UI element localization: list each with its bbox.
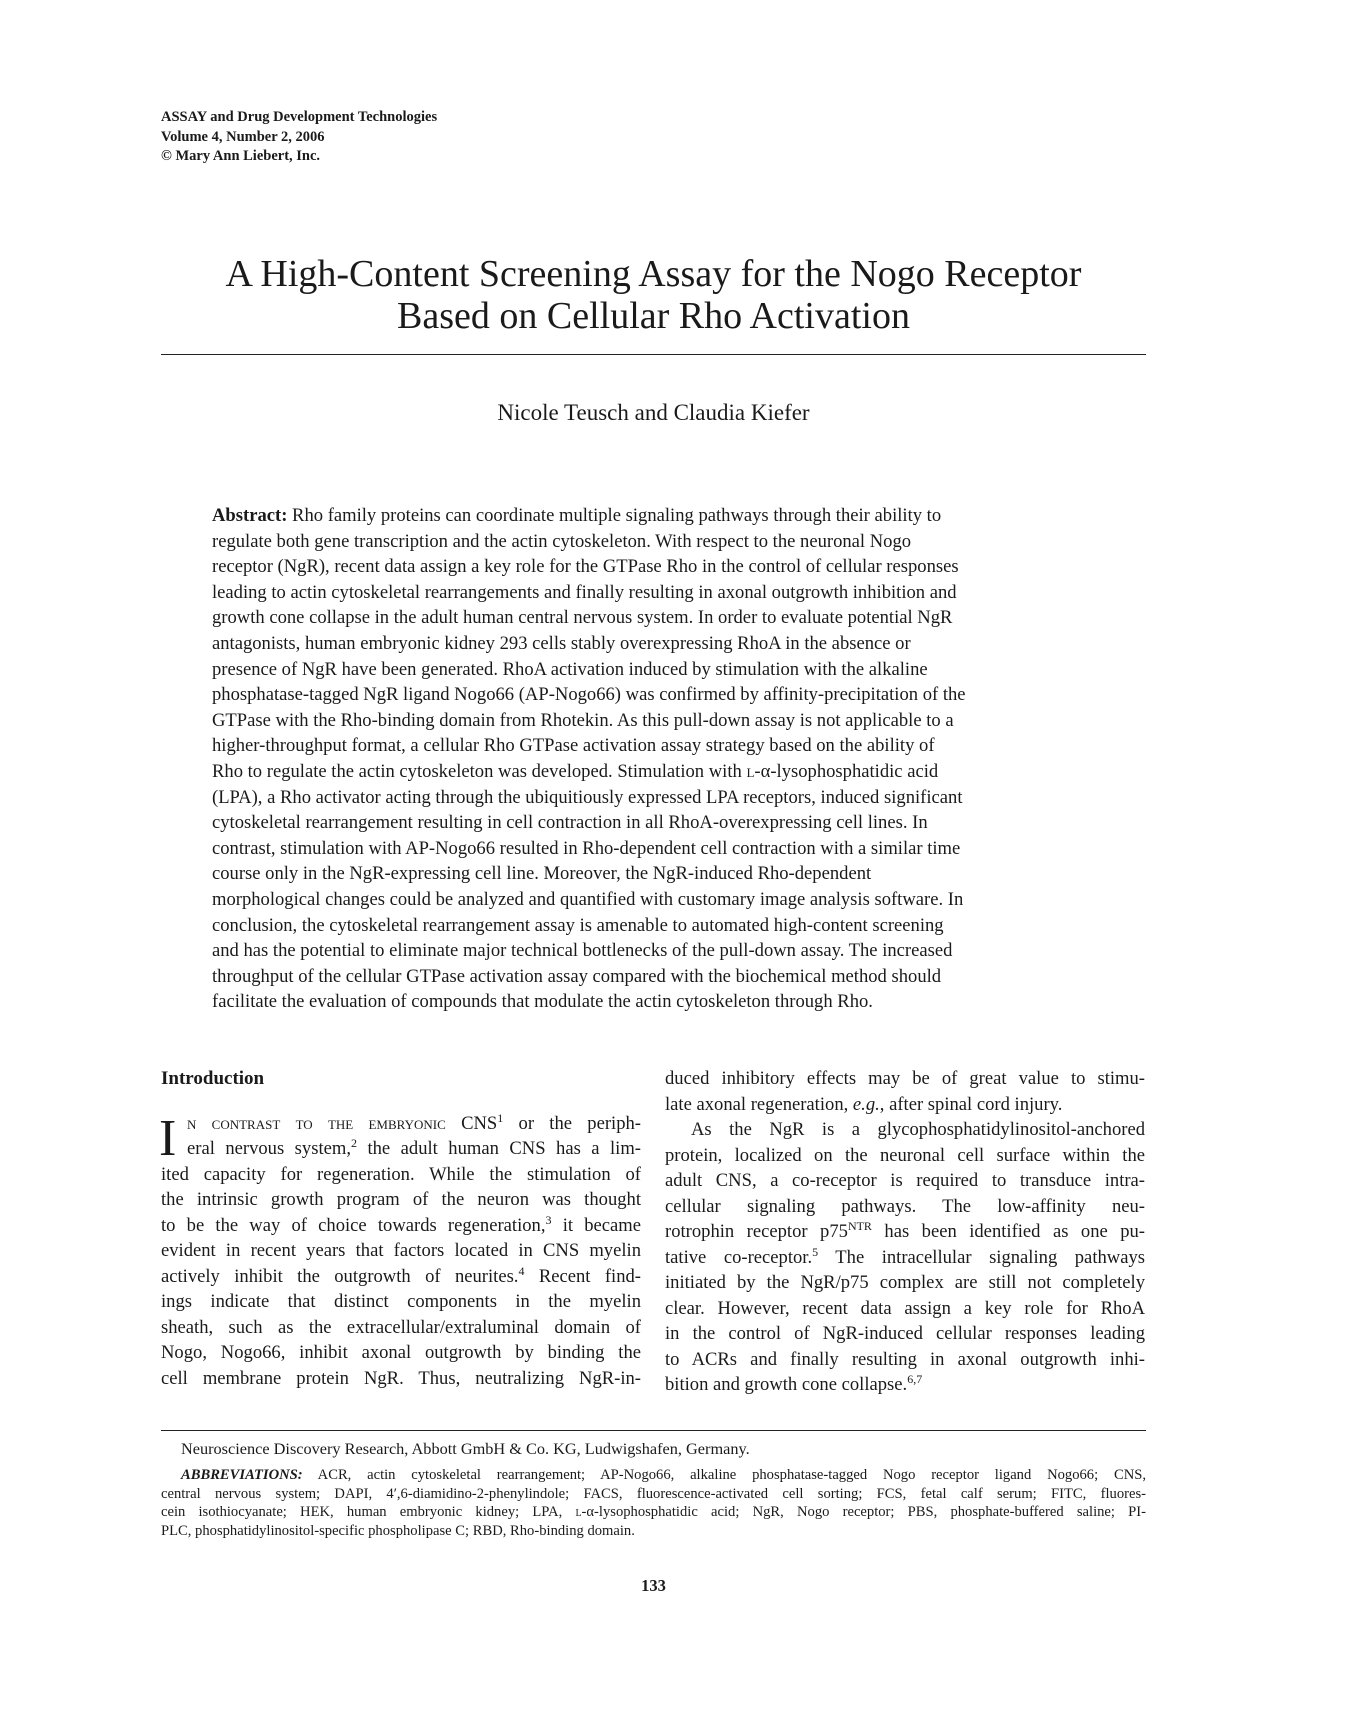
body-line: ited capacity for regeneration. While the stimulation of [161,1163,641,1185]
article-title [161,253,1146,337]
abstract-line: regulate both gene transcription and the actin cytoskeleton. With respect to the neuronal Nogo [212,530,912,552]
abbrev-line: PLC, phosphatidylinositol-specific phospholipase C; RBD, Rho-binding domain. [161,1522,635,1539]
abstract-line: presence of NgR have been generated. RhoA activation induced by stimulation with the alkaline [212,658,928,680]
body-line [161,1264,641,1290]
drop-cap: I [159,1109,177,1167]
body-line: to ACRs and finally resulting in axonal outgrowth inhi- [665,1348,1145,1370]
body-text: it became [551,1214,641,1236]
abbrev-line [161,1503,1146,1522]
intro-paragraph [161,1111,641,1392]
abstract-line: higher-throughput format, a cellular Rho GTPase activation assay strategy based on the ability of [212,735,935,757]
body-line: protein, localized on the neuronal cell surface within the [665,1144,1145,1166]
body-text: eral nervous system, [187,1138,351,1159]
body-line: cell membrane protein NgR. Thus, neutralizing NgR-in- [161,1367,641,1389]
reference-superscript: 2 [350,1136,357,1150]
body-text: bition and growth cone collapse. [665,1374,908,1395]
body-line: duced inhibitory effects may be of great value to stimu- [665,1068,1145,1089]
reference-superscript: 5 [812,1244,819,1259]
body-text: tative co-receptor. [665,1246,813,1268]
section-heading-introduction: Introduction [161,1068,265,1089]
abstract-line: and has the potential to eliminate major technical bottlenecks of the pull-down assay. The increased [212,940,953,962]
heading-gap [161,1092,641,1111]
abbrev-line: central nervous system; DAPI, 4′,6-diamidino-2-phenylindole; FACS, fluorescence-activated cell sorting; FCS, fetal calf serum; FITC, fluores- [161,1485,1146,1502]
abstract-text: Rho to regulate the actin cytoskeleton was developed. Stimulation with [212,760,747,782]
body-text: , after spinal cord injury. [879,1093,1063,1115]
abstract-line: growth cone collapse in the adult human central nervous system. In order to evaluate potential NgR [212,607,953,629]
journal-name: ASSAY and Drug Development Technologies [161,109,438,125]
page-number: 133 [641,1576,666,1595]
abstract-text: -α-lysophosphatidic acid [754,760,939,782]
reference-superscript: 6,7 [907,1372,923,1386]
reference-superscript: 3 [545,1212,552,1227]
body-line: adult CNS, a co-receptor is required to transduce intra- [665,1170,1145,1191]
abbrev-text: ACR, actin cytoskeletal rearrangement; AP-Nogo66, alkaline phosphatase-tagged Nogo receptor ligand Nogo66; CNS, [302,1467,1146,1483]
body-text: Recent find- [524,1265,641,1287]
abstract-line: morphological changes could be analyzed and quantified with customary image analysis software. In [212,888,964,910]
body-text: has been identified as one pu- [871,1221,1145,1242]
title-line-1: A High-Content Screening Assay for the Nogo Receptor [225,253,1082,295]
body-line: evident in recent years that factors located in CNS myelin [161,1240,641,1261]
title-divider [161,354,1146,355]
abbrev-text: -α-lysophosphatidic acid; NgR, Nogo receptor; PBS, phosphate-buffered saline; PI- [581,1504,1146,1521]
right-column [665,1066,1145,1398]
small-cap-l: l [746,760,755,782]
small-caps-text: n contrast to the embryonic [187,1112,446,1134]
journal-header [161,108,437,167]
body-line: clear. However, recent data assign a key role for RhoA [665,1297,1145,1319]
body-line: Nogo, Nogo66, inhibit axonal outgrowth by binding the [161,1342,641,1363]
body-text: CNS [445,1112,498,1134]
body-line [161,1111,641,1137]
reference-superscript: 4 [518,1263,525,1278]
abstract-line: course only in the NgR-expressing cell line. Moreover, the NgR-induced Rho-dependent [212,863,872,885]
abstract-line: conclusion, the cytoskeletal rearrangement assay is amenable to automated high-content screening [212,914,944,936]
abbrev-label: ABBREVIATIONS: [181,1467,303,1483]
reference-superscript: 1 [497,1110,504,1125]
body-text: actively inhibit the outgrowth of neurites. [161,1265,519,1287]
body-line: ings indicate that distinct components in the myelin [161,1291,641,1312]
abstract-line: leading to actin cytoskeletal rearrangements and finally resulting in axonal outgrowth inhibition and [212,581,957,603]
body-line: cellular signaling pathways. The low-affinity neu- [665,1195,1145,1217]
abstract-line: receptor (NgR), recent data assign a key role for the GTPase Rho in the control of cellular responses [212,556,959,578]
body-text: the adult human CNS has a lim- [356,1138,641,1159]
body-line [665,1245,1145,1271]
authors: Nicole Teusch and Claudia Kiefer [497,400,810,425]
body-text: late axonal regeneration, [665,1093,853,1115]
abbrev-text: cein isothiocyanate; HEK, human embryonic kidney; LPA, [161,1504,576,1521]
body-text: rotrophin receptor p75 [665,1221,848,1242]
body-line: initiated by the NgR/p75 complex are still not completely [665,1272,1145,1293]
superscript: NTR [847,1219,872,1233]
abbrev-line [161,1466,1146,1485]
footnote-divider [161,1430,1146,1431]
body-line: in the control of NgR-induced cellular responses leading [665,1323,1145,1344]
abstract-line [212,503,1092,529]
abstract-line [212,759,1092,785]
abstract-line: cytoskeletal rearrangement resulting in cell contraction in all RhoA-overexpressing cell lines. In [212,812,928,834]
abstract [212,503,1092,1015]
body-line [161,1213,641,1239]
body-line [665,1372,1145,1398]
abstract-text: Rho family proteins can coordinate multiple signaling pathways through their ability to [292,505,942,526]
body-line [665,1092,1145,1118]
abstract-line: contrast, stimulation with AP-Nogo66 resulted in Rho-dependent cell contraction with a similar time [212,837,961,859]
abstract-line: (LPA), a Rho activator acting through the ubiquitiously expressed LPA receptors, induced significant [212,786,963,808]
body-text: or the periph- [503,1112,641,1134]
title-line-2: Based on Cellular Rho Activation [397,295,910,337]
abstract-label: Abstract: [212,505,288,526]
abstract-line: throughput of the cellular GTPase activation assay compared with the biochemical method should [212,965,942,987]
abbreviations [161,1466,1146,1540]
body-line: the intrinsic growth program of the neuron was thought [161,1189,641,1210]
abstract-line: antagonists, human embryonic kidney 293 cells stably overexpressing RhoA in the absence or [212,632,911,654]
abstract-line: GTPase with the Rho-binding domain from Rhotekin. As this pull-down assay is not applicable to a [212,709,954,731]
body-line [161,1136,641,1162]
journal-volume: Volume 4, Number 2, 2006 [161,128,325,145]
body-line: As the NgR is a glycophosphatidylinositol-anchored [691,1119,1145,1140]
abstract-line: facilitate the evaluation of compounds that modulate the actin cytoskeleton through Rho. [212,991,873,1013]
affiliation: Neuroscience Discovery Research, Abbott GmbH & Co. KG, Ludwigshafen, Germany. [181,1439,750,1458]
left-column [161,1066,641,1391]
journal-publisher: © Mary Ann Liebert, Inc. [161,148,321,164]
italic-text: e.g. [852,1093,880,1115]
body-text: The intracellular signaling pathways [818,1246,1145,1268]
body-line [665,1219,1145,1245]
small-cap-l: l [575,1504,582,1521]
body-line: sheath, such as the extracellular/extraluminal domain of [161,1316,641,1338]
abstract-line: phosphatase-tagged NgR ligand Nogo66 (AP-Nogo66) was confirmed by affinity-precipitation of the [212,684,966,706]
body-text: to be the way of choice towards regeneration, [161,1214,546,1236]
